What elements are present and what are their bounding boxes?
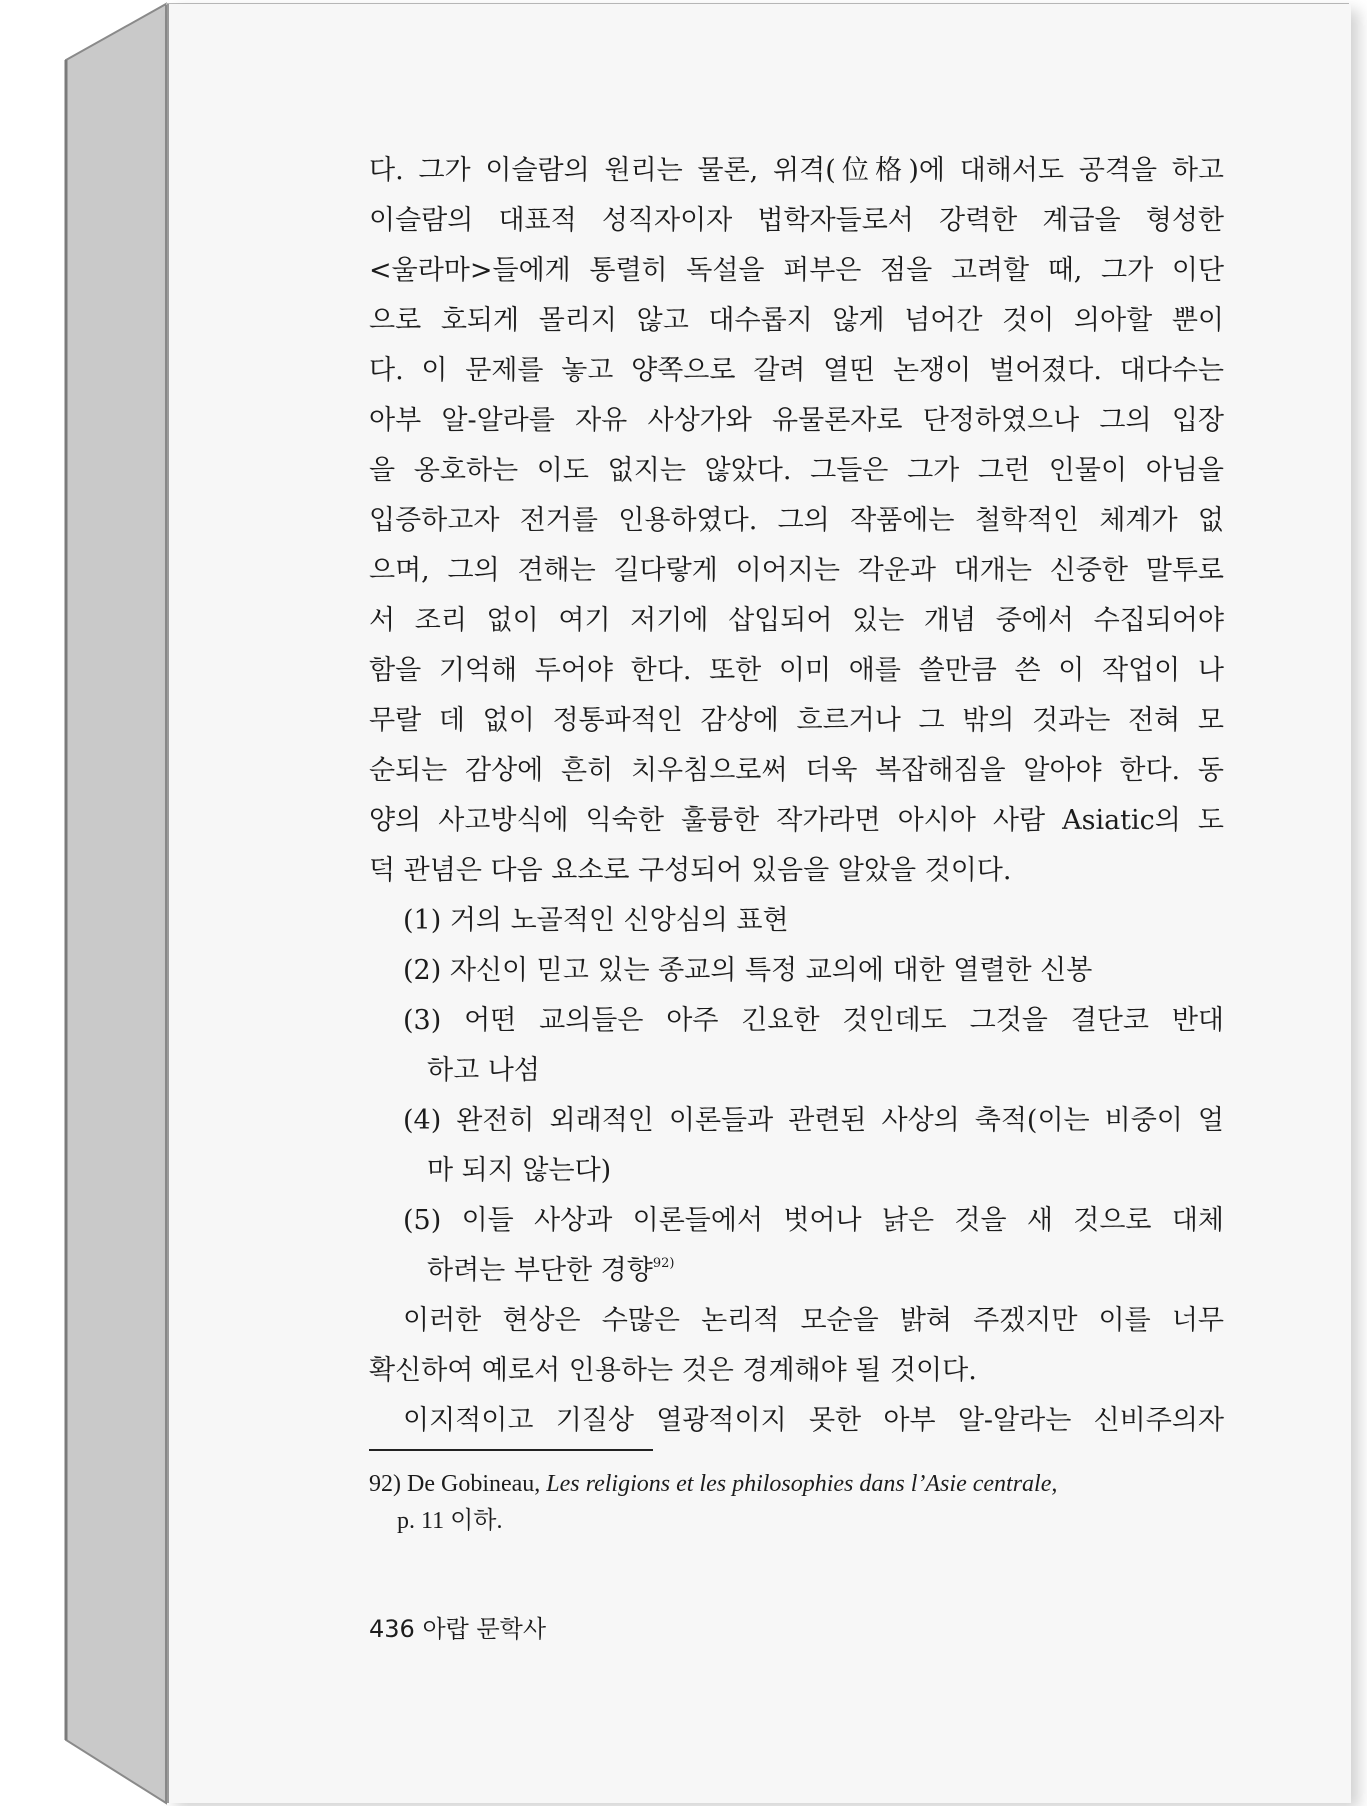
footnote-reference[interactable]: 92) [652, 1256, 675, 1271]
list-item: (3) 어떤 교의들은 아주 긴요한 것인데도 그것을 결단코 반대 [403, 1005, 1224, 1036]
running-footer [369, 1614, 546, 1644]
book-title: 아랍 문학사 [422, 1615, 547, 1643]
body-line: 함을 기억해 두어야 한다. 또한 이미 애를 쓸만큼 쓴 이 작업이 나 [369, 655, 1224, 686]
body-line: 아부 알-알라를 자유 사상가와 유물론자로 단정하였으나 그의 입장 [369, 405, 1224, 436]
footnote-pages: p. 11 이하. [397, 1508, 503, 1534]
page-number: 436 [369, 1615, 415, 1643]
list-item-continuation [369, 1246, 1224, 1296]
body-line: 순되는 감상에 흔히 치우침으로써 더욱 복잡해짐을 알아야 한다. 동 [369, 755, 1224, 786]
body-line: 을 옹호하는 이도 없지는 않았다. 그들은 그가 그런 인물이 아님을 [369, 455, 1224, 486]
body-line: 이러한 현상은 수많은 논리적 모순을 밝혀 주겠지만 이를 너무 [403, 1305, 1224, 1336]
list-item: (4) 완전히 외래적인 이론들과 관련된 사상의 축적(이는 비중이 얼 [403, 1105, 1224, 1136]
body-line: <울라마>들에게 통렬히 독설을 퍼부은 점을 고려할 때, 그가 이단 [369, 255, 1224, 286]
list-item: (1) 거의 노골적인 신앙심의 표현 [403, 905, 789, 936]
footnote-divider [369, 1449, 653, 1451]
body-line: 무랄 데 없이 정통파적인 감상에 흐르거나 그 밖의 것과는 전혀 모 [369, 705, 1224, 736]
body-line: 입증하고자 전거를 인용하였다. 그의 작품에는 철학적인 체계가 없 [369, 505, 1224, 536]
body-line: 이지적이고 기질상 열광적이지 못한 아부 알-알라는 신비주의자 [403, 1405, 1224, 1436]
body-line: 다. 이 문제를 놓고 양쪽으로 갈려 열띤 논쟁이 벌어졌다. 대다수는 [369, 355, 1224, 386]
body-line: 다. 그가 이슬람의 원리는 물론, 위격(位格)에 대해서도 공격을 하고 [369, 155, 1224, 186]
list-item-continuation: 하고 나섬 [427, 1055, 540, 1086]
book-page [167, 4, 1351, 1803]
body-line: 양의 사고방식에 익숙한 훌륭한 작가라면 아시아 사람 Asiatic의 도 [369, 805, 1224, 836]
body-line: 서 조리 없이 여기 저기에 삽입되어 있는 개념 중에서 수집되어야 [369, 605, 1224, 636]
body-line: 덕 관념은 다음 요소로 구성되어 있음을 알았을 것이다. [369, 855, 1012, 886]
footnote-author: De Gobineau, [407, 1471, 541, 1497]
body-line: 으며, 그의 견해는 길다랗게 이어지는 각운과 대개는 신중한 말투로 [369, 555, 1224, 586]
body-line: 이슬람의 대표적 성직자이자 법학자들로서 강력한 계급을 형성한 [369, 205, 1224, 236]
list-item-continuation: 마 되지 않는다) [427, 1155, 612, 1186]
footnote-number: 92) [369, 1471, 401, 1497]
footnote-line [369, 1466, 1224, 1503]
list-item: (5) 이들 사상과 이론들에서 벗어나 낡은 것을 새 것으로 대체 [403, 1205, 1224, 1236]
footnote-title: Les religions et les philosophies dans l’Asie centrale, [546, 1471, 1058, 1497]
list-item-text: 하려는 부단한 경향 [427, 1255, 653, 1286]
body-line: 확신하여 예로서 인용하는 것은 경계해야 될 것이다. [369, 1355, 977, 1386]
footnote [369, 1466, 1224, 1540]
list-item: (2) 자신이 믿고 있는 종교의 특정 교의에 대한 열렬한 신봉 [403, 955, 1093, 986]
body-line: 으로 호되게 몰리지 않고 대수롭지 않게 넘어간 것이 의아할 뿐이 [369, 305, 1224, 336]
body-text [369, 146, 1224, 1446]
